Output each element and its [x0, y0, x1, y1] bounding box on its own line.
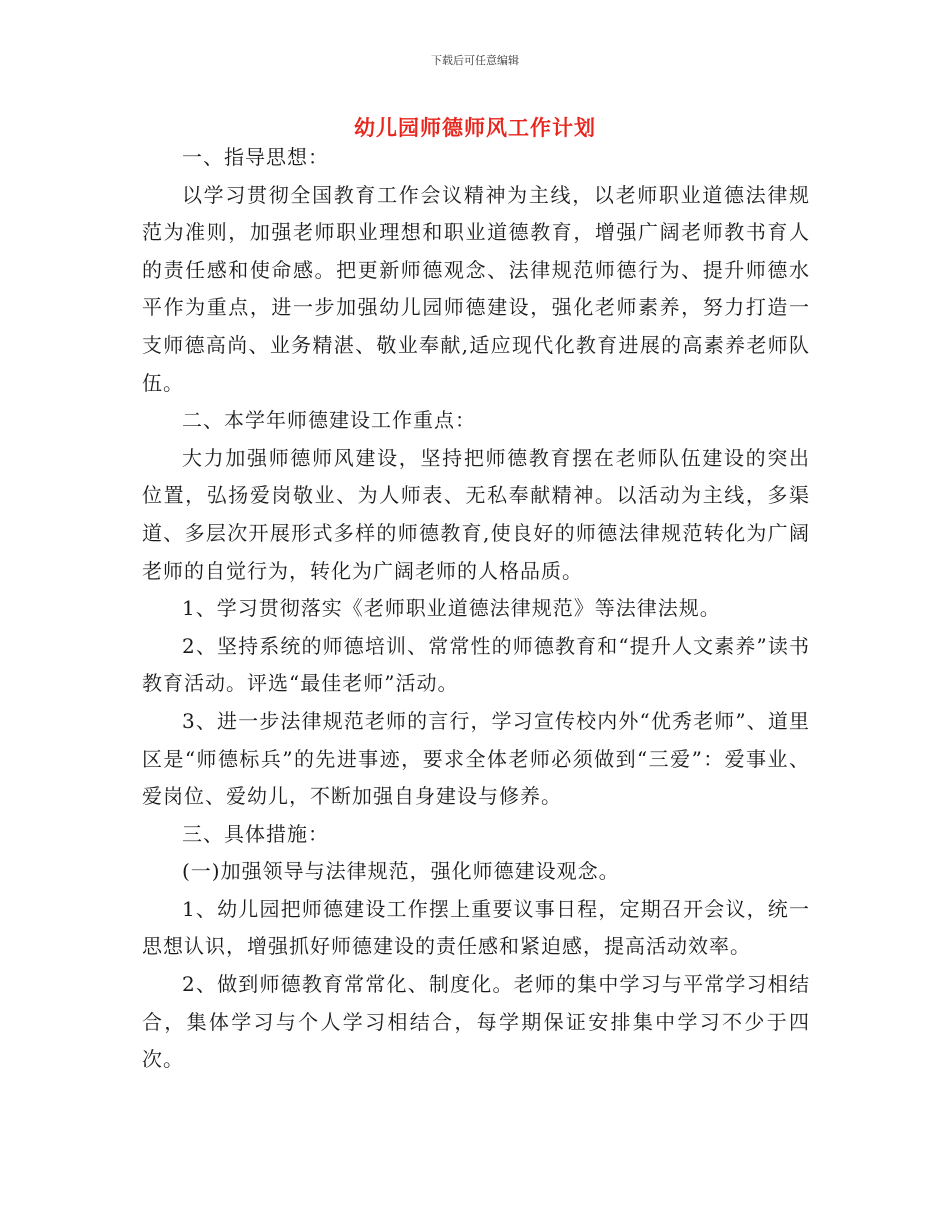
heading-key-work: 二、本学年师德建设工作重点： — [182, 408, 476, 433]
heading-guiding-ideology: 一、指导思想： — [182, 145, 329, 169]
document-body — [142, 139, 810, 1079]
paragraph: 大力加强师德师风建设，坚持把师德教育摆在老师队伍建设的突出位置，弘扬爱岗敬业、为人师表、无私奉献精神。以活动为主线，多渠道、多层次开展形式多样的师德教育,使良好的师德法律规范转化为广阔老师的自觉行为，转化为广阔老师的人格品质。 — [142, 445, 810, 583]
document-title: 幼儿园师德师风工作计划 — [354, 115, 596, 140]
list-item: 3、进一步法律规范老师的言行，学习宣传校内外“优秀老师”、道里区是“师德标兵”的先进事迹，要求全体老师必须做到“三爱”：爱事业、爱岗位、爱幼儿，不断加强自身建设与修养。 — [142, 708, 810, 809]
list-item: 2、坚持系统的师德培训、常常性的师德教育和“提升人文素养”读书教育活动。评选“最佳老师”活动。 — [142, 633, 810, 696]
list-item: 1、学习贯彻落实《老师职业道德法律规范》等法律法规。 — [182, 596, 721, 621]
list-item: 2、做到师德教育常常化、制度化。老师的集中学习与平常学习相结合，集体学习与个人学习相结合，每学期保证安排集中学习不少于四次。 — [142, 972, 810, 1072]
list-item: 1、幼儿园把师德建设工作摆上重要议事日程，定期召开会议，统一思想认识，增强抓好师德建设的责任感和紧迫感，提高活动效率。 — [142, 896, 810, 959]
header-note: 下载后可任意编辑 — [431, 54, 519, 67]
paragraph: 以学习贯彻全国教育工作会议精神为主线，以老师职业道德法律规范为准则，加强老师职业理想和职业道德教育，增强广阔老师教书育人的责任感和使命感。把更新师德观念、法律规范师德行为、提升师德水平作为重点，进一步加强幼儿园师德建设，强化老师素养，努力打造一支师德高尚、业务精湛、敬业奉献,适应现代化教育进展的高素养老师队伍。 — [142, 182, 810, 395]
heading-measures: 三、具体措施： — [182, 821, 329, 846]
subheading: (一)加强领导与法律规范，强化师德建设观念。 — [182, 859, 620, 884]
